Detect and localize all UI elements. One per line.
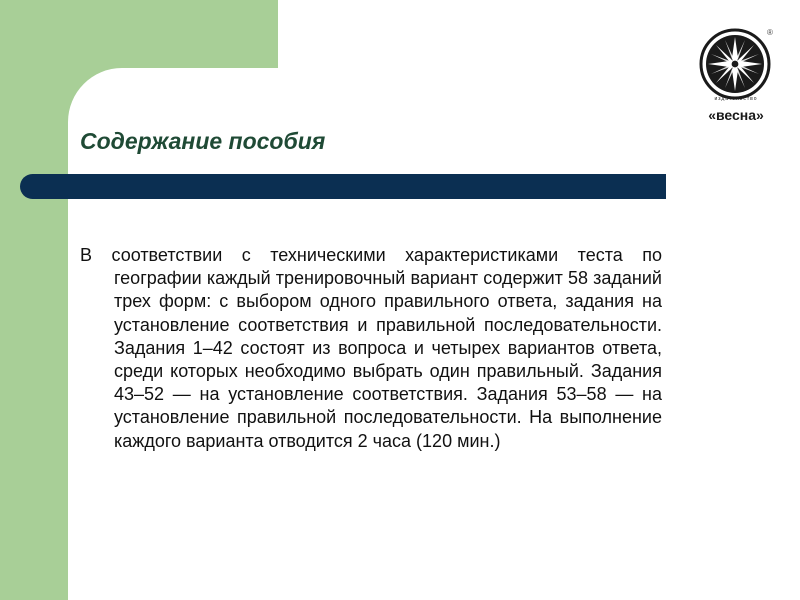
logo-name: «весна» (708, 107, 764, 123)
logo-caption: издательство (714, 96, 758, 102)
body-paragraph: В соответствии с техническими характеристиками теста по географии каждый тренировочный вариант содержит 58 заданий трех форм: с выбором одного правильного ответа, задания на установление соответствия и правильной последовательности. Задания 1–42 состоят из вопроса и четырех вариантов ответа, среди которых необходимо выбрать один правильный. Задания 43–52 — на установление соответствия. Задания 53–58 — на установление правильной последовательности. На выполнение каждого варианта отводится 2 часа (120 мин.) (80, 245, 662, 451)
slide-body-text (80, 244, 662, 453)
title-divider-bar (20, 174, 666, 199)
registered-mark: ® (767, 28, 773, 37)
slide-title: Содержание пособия (80, 128, 326, 154)
